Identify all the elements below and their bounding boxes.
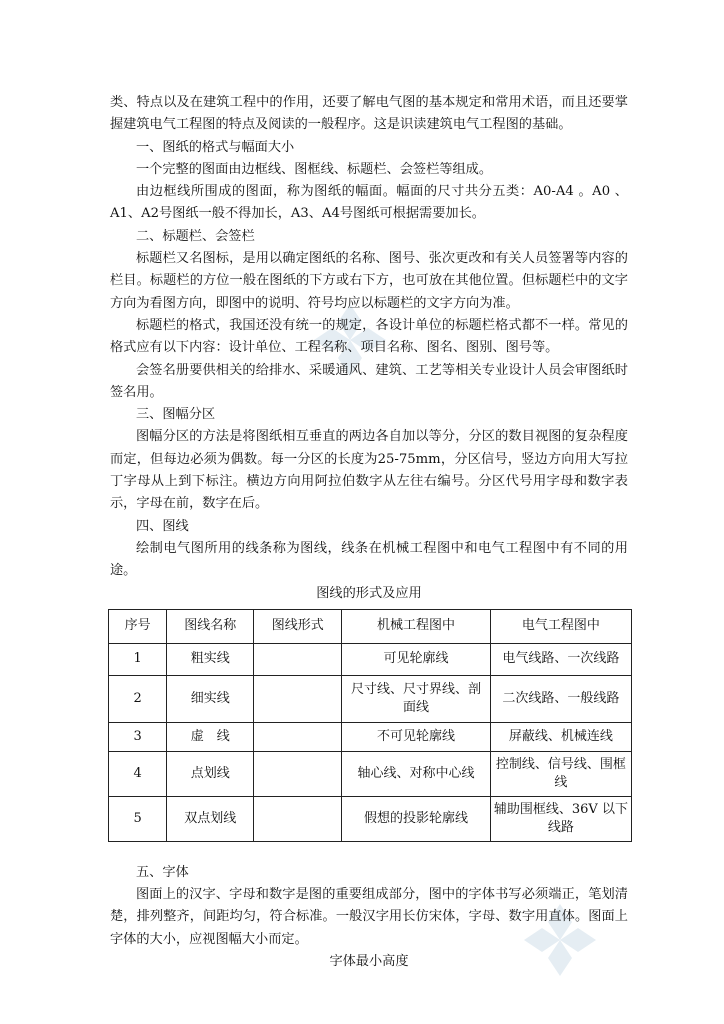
cell-mechanical: 尺寸线、尺寸界线、剖面线	[342, 675, 491, 722]
cell-mechanical: 可见轮廓线	[342, 643, 491, 675]
table-header-row	[109, 609, 632, 643]
header-electrical: 电气工程图中	[490, 609, 631, 643]
section-4-title: 四、图线	[136, 518, 189, 534]
cell-mechanical: 不可见轮廓线	[342, 722, 491, 751]
section-2-paragraph-2: 标题栏的格式，我国还没有统一的规定，各设计单位的标题栏格式都不一样。常见的格式应有以下内容：设计单位、工程名称、项目名称、图名、图别、图号等。	[110, 317, 628, 356]
section-4-paragraph-1: 绘制电气图所用的线条称为图线，线条在机械工程图中和电气工程图中有不同的用途。	[110, 540, 628, 579]
section-2-paragraph-3: 会签名册要供相关的给排水、采暖通风、建筑、工艺等相关专业设计人员会审图纸时签名用。	[110, 362, 628, 400]
cell-index: 2	[109, 675, 167, 722]
cell-line-form	[254, 796, 342, 841]
cell-index: 4	[109, 751, 167, 796]
table-row	[109, 722, 632, 751]
cell-electrical: 电气线路、一次线路	[490, 643, 631, 675]
section-1-paragraph-1: 一个完整的图面由边框线、图框线、标题栏、会签栏等组成。	[136, 161, 493, 177]
cell-line-form	[254, 751, 342, 796]
cell-line-name: 双点划线	[167, 796, 254, 841]
cell-line-form	[254, 675, 342, 722]
table-row	[109, 751, 632, 796]
document-body	[110, 92, 628, 977]
header-line-form: 图线形式	[254, 609, 342, 643]
cell-line-name: 虚 线	[167, 722, 254, 751]
section-1-paragraph-2: 由边框线所围成的图面，称为图纸的幅面。幅面的尺寸共分五类：A0-A4 。A0 、A1、A2号图纸一般不得加长，A3、A4号图纸可根据需要加长。	[110, 184, 628, 222]
section-5-paragraph-1: 图面上的汉字、字母和数字是图的重要组成部分，图中的字体书写必须端正，笔划清楚，排列整齐，间距均匀，符合标准。一般汉字用长仿宋体，字母、数字用直体。图面上字体的大小，应视图幅大小而定。	[110, 887, 628, 947]
cell-line-form	[254, 722, 342, 751]
intro-paragraph: 类、特点以及在建筑工程中的作用，还要了解电气图的基本规定和常用术语，而且还要掌握建筑电气工程图的特点及阅读的一般程序。这是识读建筑电气工程图的基础。	[110, 95, 628, 133]
cell-line-form	[254, 643, 342, 675]
cell-index: 3	[109, 722, 167, 751]
section-1-title: 一、图纸的格式与幅面大小	[136, 139, 295, 155]
cell-index: 5	[109, 796, 167, 841]
line-types-table	[108, 609, 632, 842]
cell-line-name: 粗实线	[167, 643, 254, 675]
section-3-paragraph-1: 图幅分区的方法是将图纸相互垂直的两边各自加以等分，分区的数目视图的复杂程度而定，但每边必须为偶数。每一分区的长度为25-75mm，分区信号，竖边方向用大写拉丁字母从上到下标注。横边方向用阿拉伯数字从左往右编号。分区代号用字母和数字表示，字母在前，数字在后。	[110, 429, 628, 512]
cell-mechanical: 假想的投影轮廓线	[342, 796, 491, 841]
cell-line-name: 细实线	[167, 675, 254, 722]
table-row	[109, 643, 632, 675]
cell-electrical: 二次线路、一般线路	[490, 675, 631, 722]
header-mechanical: 机械工程图中	[342, 609, 491, 643]
table-row	[109, 675, 632, 722]
cell-electrical: 控制线、信号线、围框线	[490, 751, 631, 796]
font-height-caption: 字体最小高度	[329, 954, 409, 970]
cell-electrical: 辅助围框线、36V 以下线路	[490, 796, 631, 841]
cell-index: 1	[109, 643, 167, 675]
table-row	[109, 796, 632, 841]
section-5-title: 五、字体	[136, 864, 189, 880]
section-2-title: 二、标题栏、会签栏	[136, 228, 255, 244]
header-index: 序号	[109, 609, 167, 643]
table-caption: 图线的形式及应用	[316, 585, 422, 601]
section-2-paragraph-1: 标题栏又名图标，是用以确定图纸的名称、图号、张次更改和有关人员签署等内容的栏目。标题栏的方位一般在图纸的下方或右下方，也可放在其他位置。但标题栏中的文字方向为看图方向，即图中的说明、符号均应以标题栏的文字方向为准。	[110, 251, 628, 311]
header-line-name: 图线名称	[167, 609, 254, 643]
cell-line-name: 点划线	[167, 751, 254, 796]
cell-electrical: 屏蔽线、机械连线	[490, 722, 631, 751]
section-3-title: 三、图幅分区	[136, 407, 216, 423]
cell-mechanical: 轴心线、对称中心线	[342, 751, 491, 796]
